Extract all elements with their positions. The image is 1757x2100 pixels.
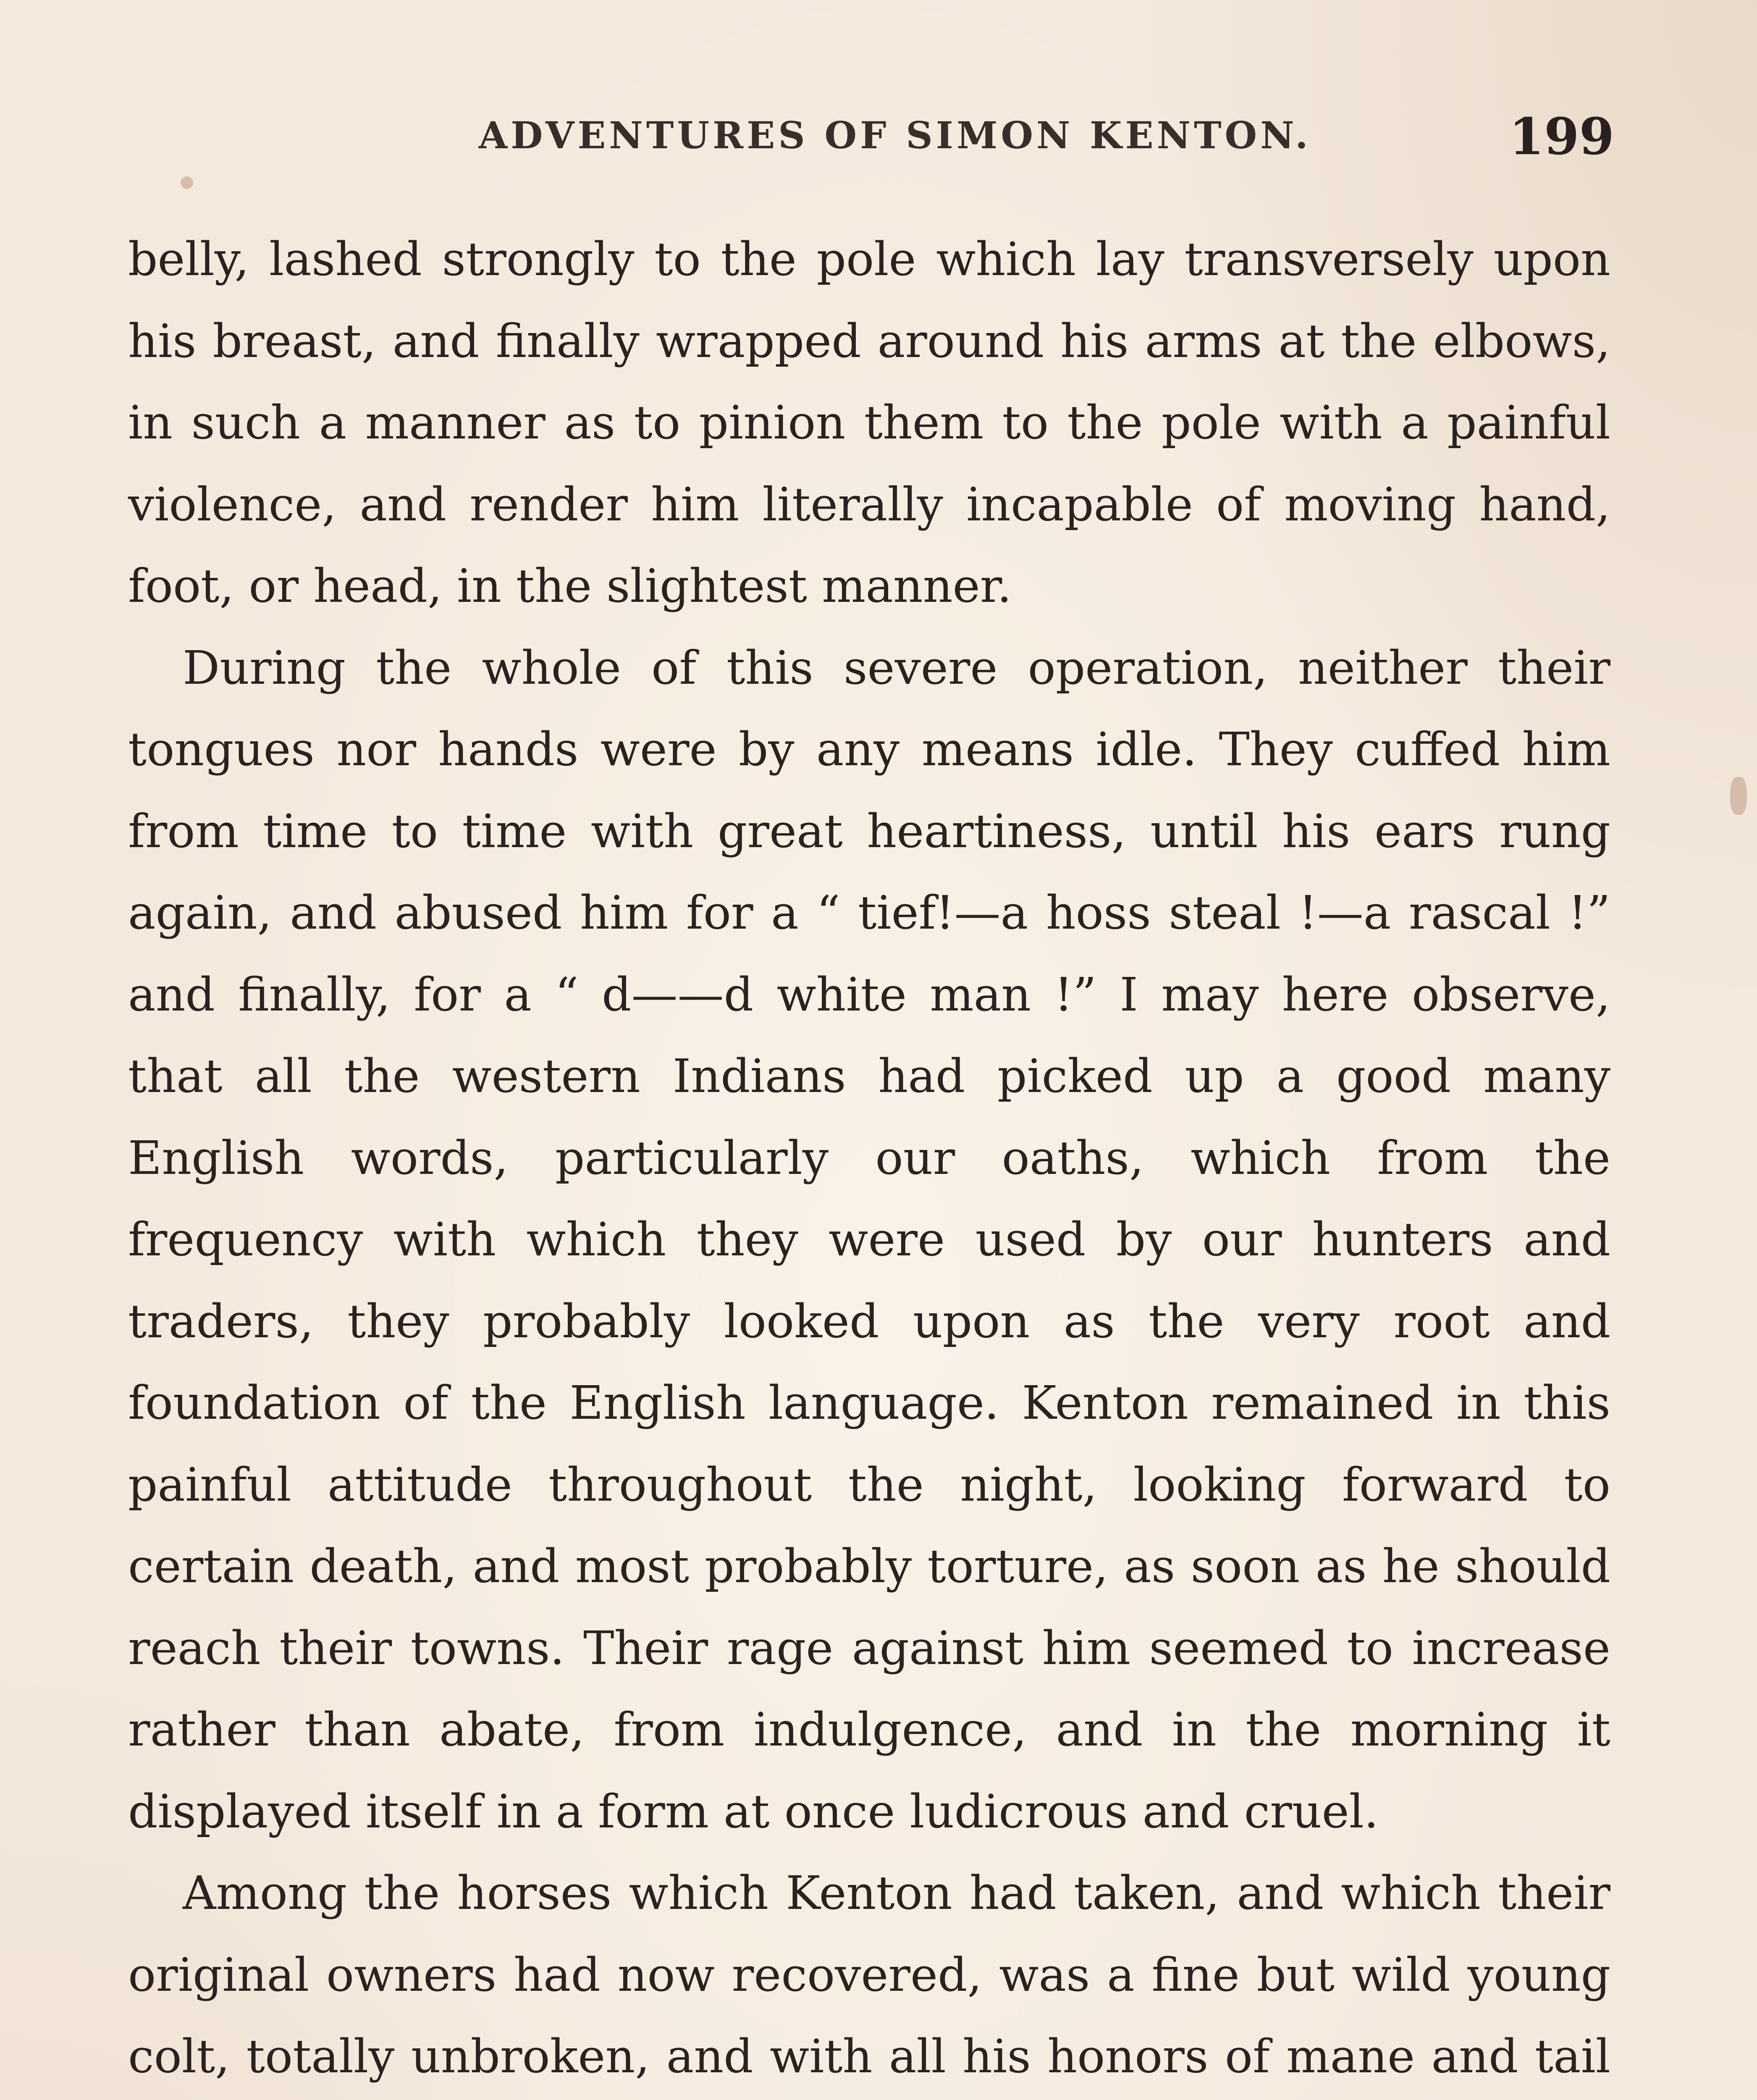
running-head: ADVENTURES OF SIMON KENTON. <box>479 113 1311 157</box>
paragraph: belly, lashed strongly to the pole which lay transversely upon his breast, and finally wrapped around his arms at the elbows, in such a manner as to pinion them to the pole with a painful violence, and render him literally incapable of moving hand, foot, or head, in the slightest manner. <box>128 232 1610 613</box>
paper-spot <box>1730 777 1747 815</box>
body-text <box>128 218 1610 2100</box>
page-number: 199 <box>1509 107 1614 166</box>
paper-spot <box>181 176 193 189</box>
paragraph: Among the horses which Kenton had taken, and which their original owners had now recovered, was a fine but wild young colt, totally unbroken, and with all his honors of mane and tail <box>128 1866 1610 2083</box>
paragraph: During the whole of this severe operation, neither their tongues nor hands were by any means idle. They cuffed him from time to time with great heartiness, until his ears rung again, and abused him for a “ tief!—a hoss steal !—a rascal !” and finally, for a “ d——d white man !” I may here observe, that all the western Indians had picked up a good many English words, particularly our oaths, which from the frequency with which they were used by our hunters and traders, they probably looked upon as the very root and foundation of the English language. Kenton remained in this painful attitude throughout the night, looking forward to certain death, and most probably torture, as soon as he should reach their towns. Their rage against him seemed to increase rather than abate, from indulgence, and in the morning it displayed itself in a form at once ludicrous and cruel. <box>128 640 1610 1838</box>
